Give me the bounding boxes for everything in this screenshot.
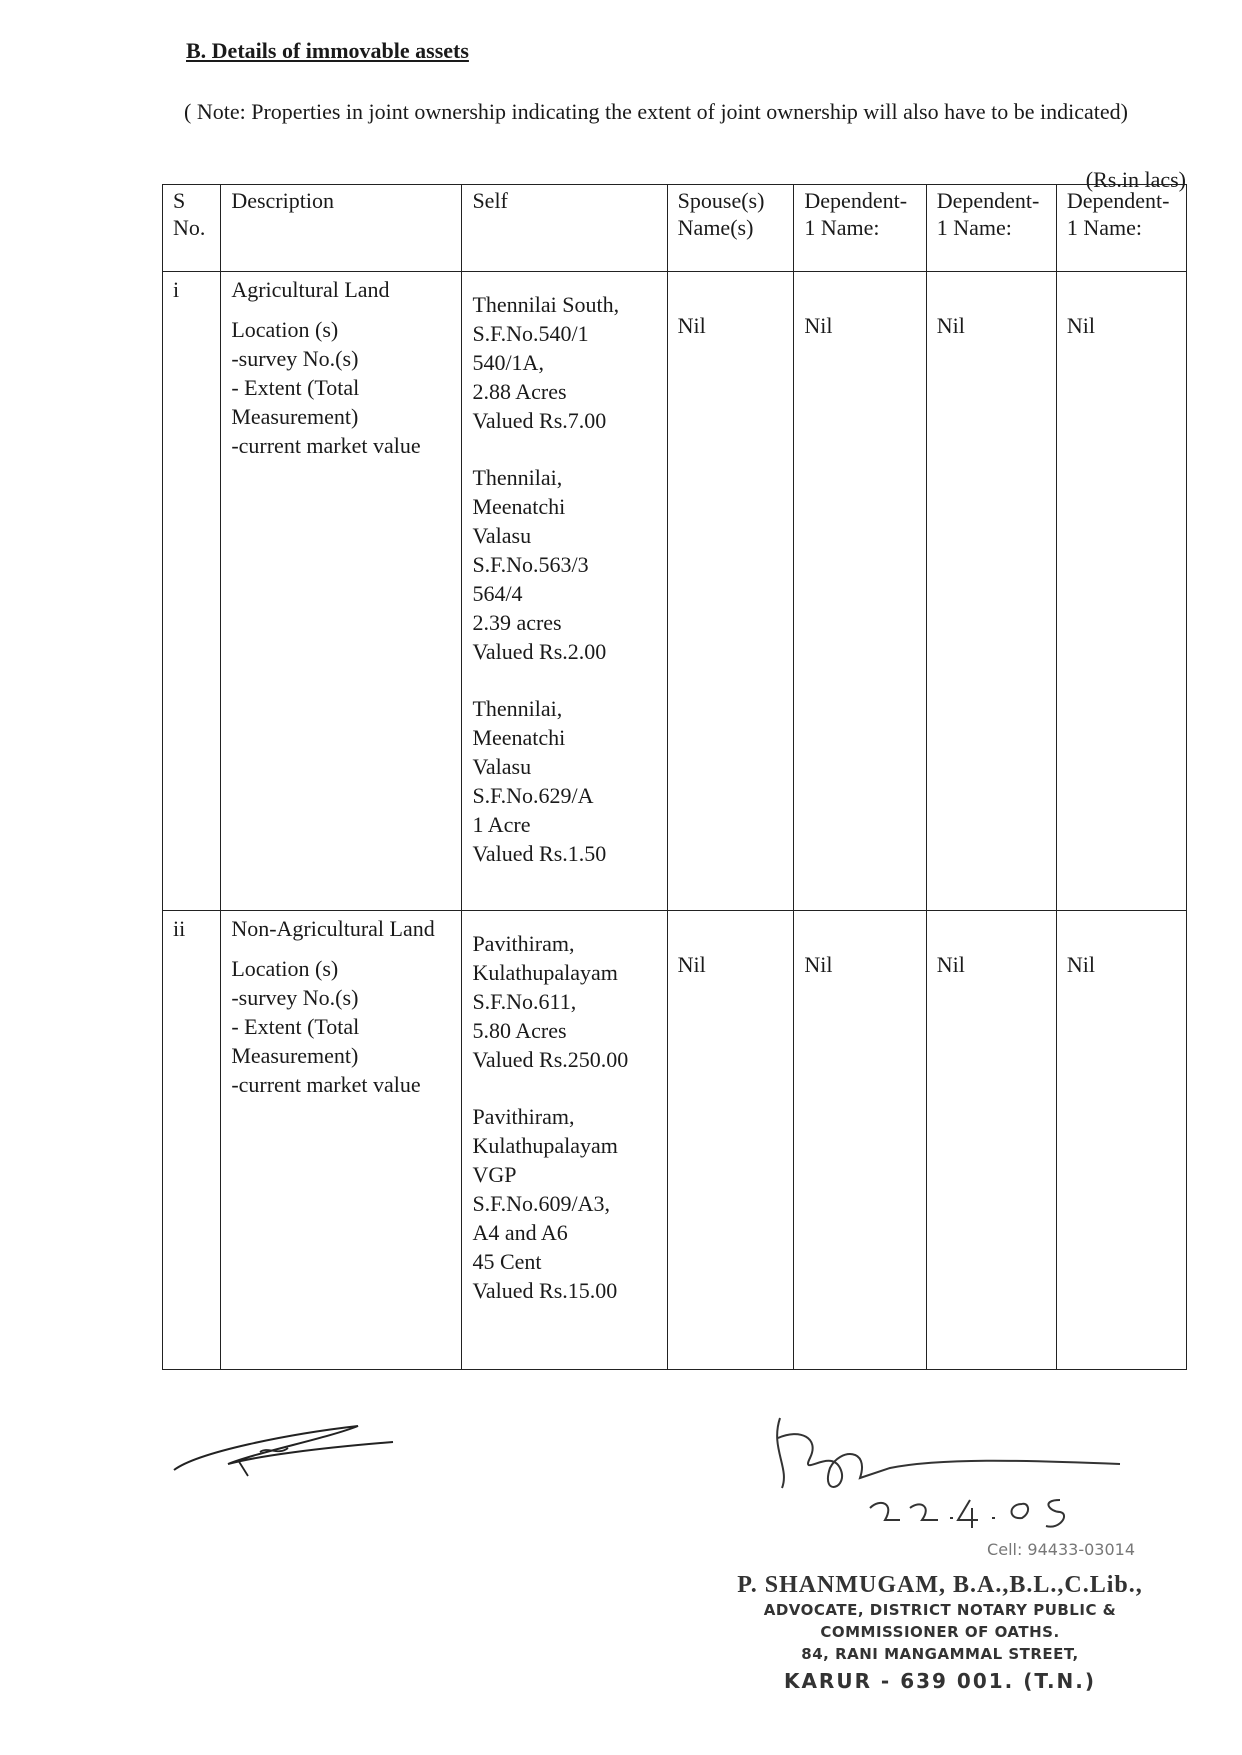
- property-entry: [472, 463, 656, 666]
- stamp-line: 84, RANI MANGAMMAL STREET,: [801, 1645, 1079, 1663]
- property-line: Meenatchi: [472, 725, 566, 750]
- property-line: S.F.No.609/A3,: [472, 1191, 611, 1216]
- property-line: Valued Rs.1.50: [472, 841, 607, 866]
- stamp-line: ADVOCATE, DISTRICT NOTARY PUBLIC &: [763, 1601, 1117, 1619]
- row-description: [221, 911, 462, 1370]
- desc-line: - Extent (Total: [231, 1014, 360, 1039]
- property-line: Valued Rs.250.00: [472, 1047, 629, 1072]
- property-entry: [472, 694, 656, 868]
- row-sno: i: [163, 272, 221, 911]
- table-row: [163, 911, 1187, 1370]
- property-line: VGP: [472, 1162, 517, 1187]
- section-heading: B. Details of immovable assets: [186, 38, 469, 63]
- desc-line: -current market value: [231, 433, 421, 458]
- desc-line: Measurement): [231, 404, 359, 429]
- joint-ownership-note: ( Note: Properties in joint ownership indicating the extent of joint ownership will also have to be indicated): [184, 99, 1128, 124]
- row-dependent-1: [794, 911, 926, 1370]
- asset-type: Agricultural Land: [231, 277, 390, 302]
- stamp-name: P. SHANMUGAM, B.A.,B.L.,C.Lib.,: [737, 1572, 1143, 1598]
- asset-type: Non-Agricultural Land: [231, 916, 435, 941]
- property-line: Valued Rs.7.00: [472, 408, 607, 433]
- row-dependent-3: [1056, 911, 1186, 1370]
- property-line: 564/4: [472, 581, 523, 606]
- header-self: Self: [462, 185, 667, 272]
- dependent-2-value: Nil: [936, 952, 965, 977]
- property-line: 45 Cent: [472, 1249, 542, 1274]
- dependent-1-value: Nil: [804, 952, 833, 977]
- property-line: Valued Rs.15.00: [472, 1278, 618, 1303]
- row-description: [221, 272, 462, 911]
- row-dependent-1: [794, 272, 926, 911]
- row-self: [462, 911, 667, 1370]
- property-line: Valasu: [472, 523, 532, 548]
- dependent-2-value: Nil: [936, 313, 965, 338]
- row-sno: ii: [163, 911, 221, 1370]
- table-row: [163, 272, 1187, 911]
- property-line: Kulathupalayam: [472, 960, 618, 985]
- desc-line: -current market value: [231, 1072, 421, 1097]
- property-line: Thennilai,: [472, 696, 563, 721]
- property-line: Kulathupalayam: [472, 1133, 618, 1158]
- property-entry: [472, 290, 656, 435]
- row-spouse: [667, 911, 794, 1370]
- stamp-cell-number: Cell: 94433-03014: [987, 1540, 1135, 1559]
- property-line: A4 and A6: [472, 1220, 568, 1245]
- property-line: 2.39 acres: [472, 610, 562, 635]
- property-line: S.F.No.611,: [472, 989, 577, 1014]
- desc-line: -survey No.(s): [231, 985, 359, 1010]
- desc-line: Location (s): [231, 956, 339, 981]
- property-line: Meenatchi: [472, 494, 566, 519]
- property-line: 540/1A,: [472, 350, 544, 375]
- dependent-3-value: Nil: [1066, 952, 1095, 977]
- notary-signature: [760, 1408, 1140, 1548]
- property-line: Pavithiram,: [472, 931, 575, 956]
- units-label: (Rs.in lacs): [1085, 167, 1186, 192]
- desc-line: Measurement): [231, 1043, 359, 1068]
- table-header-row: [163, 185, 1187, 272]
- spouse-value: Nil: [677, 313, 706, 338]
- property-line: S.F.No.629/A: [472, 783, 594, 808]
- row-spouse: [667, 272, 794, 911]
- property-line: Thennilai South,: [472, 292, 620, 317]
- property-line: 5.80 Acres: [472, 1018, 567, 1043]
- row-dependent-3: [1056, 272, 1186, 911]
- property-line: 2.88 Acres: [472, 379, 567, 404]
- row-dependent-2: [926, 272, 1056, 911]
- property-line: Pavithiram,: [472, 1104, 575, 1129]
- stamp-line: COMMISSIONER OF OATHS.: [820, 1623, 1060, 1641]
- header-description: Description: [221, 185, 462, 272]
- header-spouse: Spouse(s) Name(s): [667, 185, 794, 272]
- header-dependent-1: Dependent-1 Name:: [794, 185, 926, 272]
- row-self: [462, 272, 667, 911]
- desc-line: Location (s): [231, 317, 339, 342]
- immovable-assets-table: [162, 184, 1187, 1370]
- property-entry: [472, 1102, 656, 1305]
- notary-stamp: [705, 1540, 1175, 1693]
- dependent-3-value: Nil: [1066, 313, 1095, 338]
- property-line: 1 Acre: [472, 812, 531, 837]
- desc-line: - Extent (Total: [231, 375, 360, 400]
- property-line: Valasu: [472, 754, 532, 779]
- property-line: Valued Rs.2.00: [472, 639, 607, 664]
- header-dependent-3: Dependent- 1 Name:: [1056, 185, 1186, 272]
- stamp-city: KARUR - 639 001. (T.N.): [783, 1669, 1097, 1693]
- spouse-value: Nil: [677, 952, 706, 977]
- header-sno: S No.: [163, 185, 221, 272]
- header-dependent-2: Dependent- 1 Name:: [926, 185, 1056, 272]
- property-line: S.F.No.563/3: [472, 552, 589, 577]
- property-entry: [472, 929, 656, 1074]
- property-line: S.F.No.540/1: [472, 321, 589, 346]
- property-line: Thennilai,: [472, 465, 563, 490]
- dependent-1-value: Nil: [804, 313, 833, 338]
- row-dependent-2: [926, 911, 1056, 1370]
- desc-line: -survey No.(s): [231, 346, 359, 371]
- candidate-signature: [168, 1412, 398, 1482]
